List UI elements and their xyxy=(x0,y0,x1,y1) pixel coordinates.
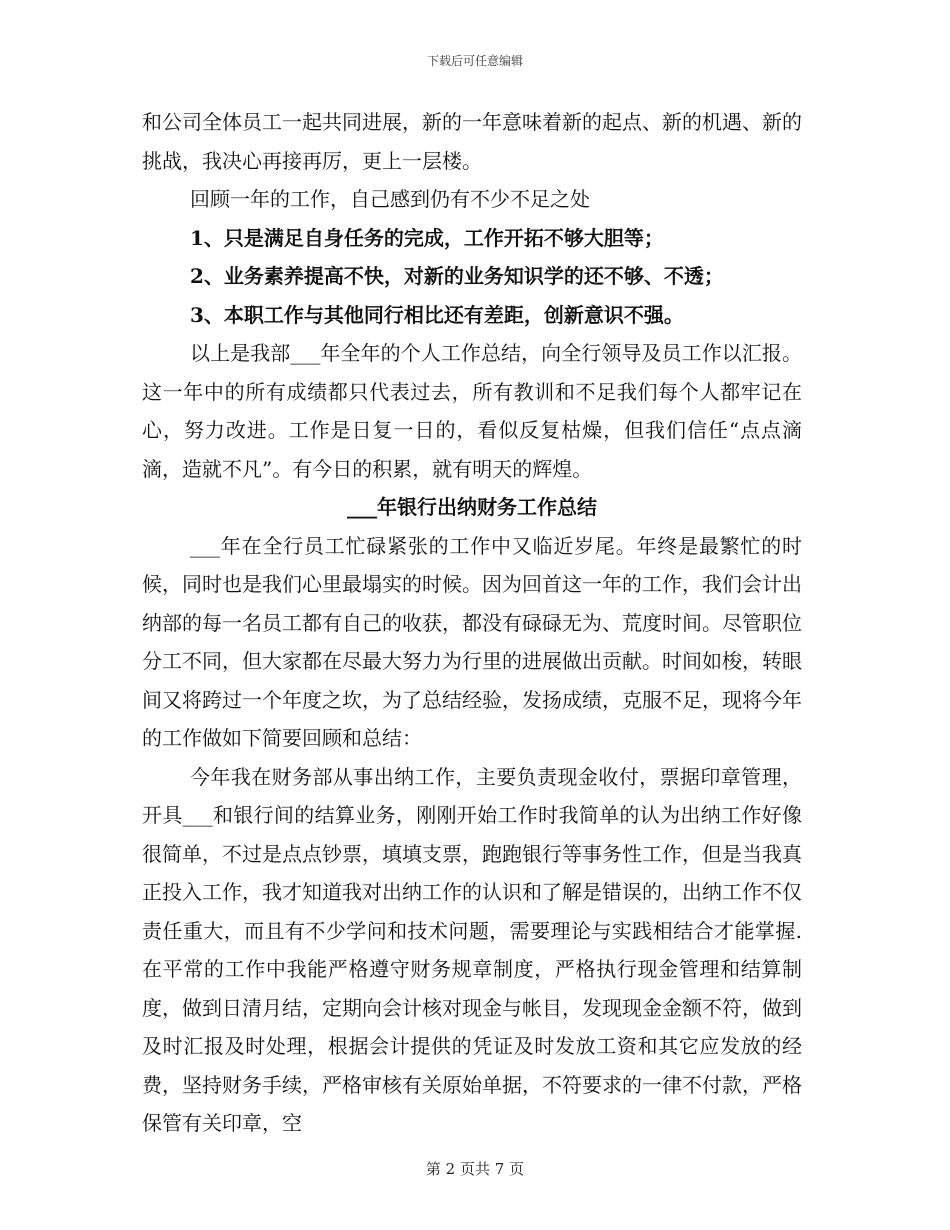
page-header: 下载后可任意编辑 xyxy=(426,54,523,68)
paragraph-review-intro: 回顾一年的工作，自己感到仍有不少不足之处 xyxy=(190,187,590,211)
paragraph-continuation: 和公司全体员工一起共同进展，新的一年意味着新的起点、新的机遇、新的挑战，我决心再接再厉，更上一层楼。 xyxy=(142,110,802,173)
paragraph-conclusion: 以上是我部___年全年的个人工作总结，向全行领导及员工作以汇报。这一年中的所有成绩都只代表过去，所有教训和不足我们每个人都牢记在心，努力改进。工作是日复一日的，看似反复枯燥，但我们信任“点点滴滴，造就不凡”。有今日的积累，就有明天的辉煌。 xyxy=(142,341,802,481)
paragraph-work-details: 今年我在财务部从事出纳工作，主要负责现金收付，票据印章管理，开具___和银行间的结算业务，刚刚开始工作时我简单的认为出纳工作好像很简单，不过是点点钞票，填填支票，跑跑银行等事务性工作，但是当我真正投入工作，我才知道我对出纳工作的认识和了解是错误的，出纳工作不仅责任重大，而且有不少学问和技术问题，需要理论与实践相结合才能掌握.在平常的工作中我能严格遵守财务规章制度，严格执行现金管理和结算制度，做到日清月结，定期向会计核对现金与帐目，发现现金金额不符，做到及时汇报及时处理，根据会计提供的凭证及时发放工资和其它应发放的经费，坚持财务手续，严格审核有关原始单据，不符要求的一律不付款，严格保管有关印章，空 xyxy=(142,764,802,1135)
page-footer: 第 2 页共 7 页 xyxy=(425,1160,525,1178)
shortcoming-item-3: 3、本职工作与其他同行相比还有差距，创新意识不强。 xyxy=(190,302,684,327)
paragraph-intro: ___年在全行员工忙碌紧张的工作中又临近岁尾。年终是最繁忙的时候，同时也是我们心里最塌实的时候。因为回首这一年的工作，我们会计出纳部的每一名员工都有自己的收获，都没有碌碌无为、荒度时间。尽管职位分工不同，但大家都在尽最大努力为行里的进展做出贡献。时间如梭，转眼间又将跨过一个年度之坎，为了总结经验，发扬成绩，克服不足，现将今年的工作做如下简要回顾和总结： xyxy=(142,533,802,750)
document-body xyxy=(142,103,802,1143)
shortcoming-item-2: 2、业务素养提高不快，对新的业务知识学的还不够、不透； xyxy=(190,264,724,288)
shortcoming-item-1: 1、只是满足自身任务的完成，工作开拓不够大胆等； xyxy=(190,225,664,250)
section-title: ___年银行出纳财务工作总结 xyxy=(347,495,597,519)
